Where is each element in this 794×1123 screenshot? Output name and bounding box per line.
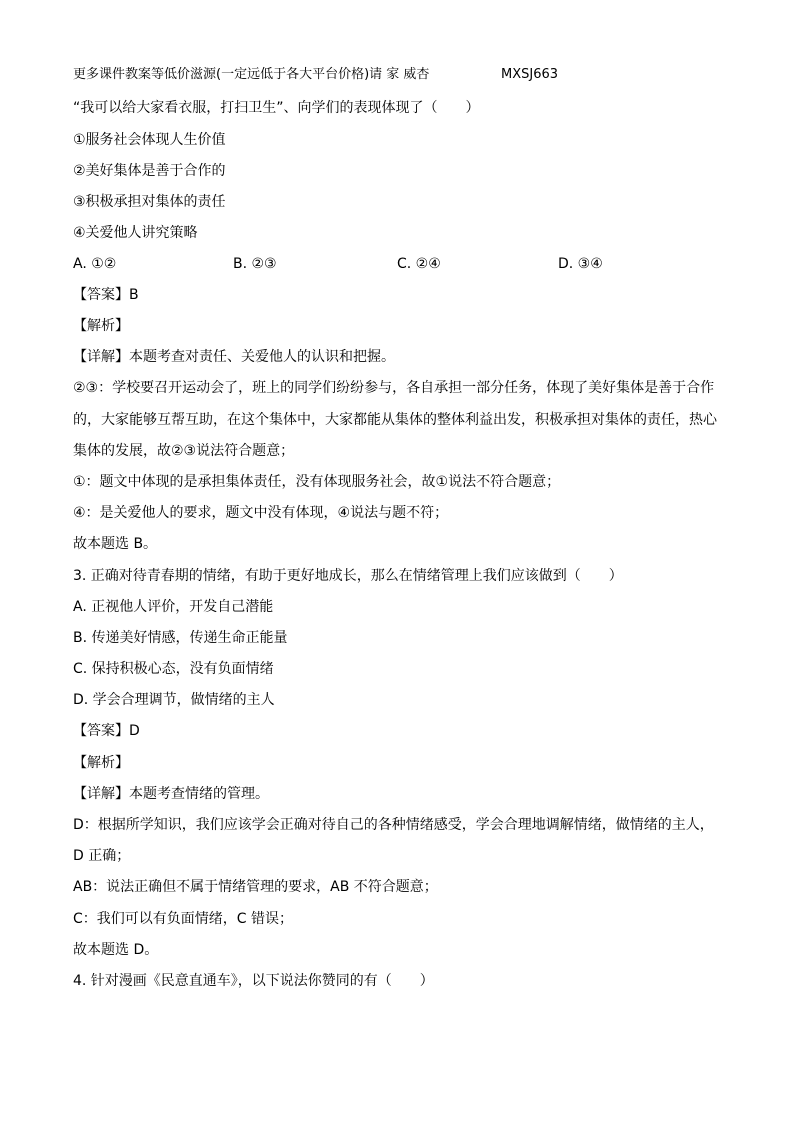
header-code: MXSJ663 xyxy=(501,67,559,82)
question-4-stem: 4. 针对漫画《民意直通车》，以下说法你赞同的有（ ） xyxy=(73,973,434,989)
question-2-detail-line: ①：题文中体现的是承担集体责任，没有体现服务社会，故①说法不符合题意； xyxy=(73,474,561,490)
question-2-conclusion: 故本题选 B。 xyxy=(73,536,158,552)
question-3-detail-line: D：根据所学知识，我们应该学会正确对待自己的各种情绪感受，学会合理地调解情绪，做情绪的主人， xyxy=(73,817,714,833)
question-2-detail-line: 的，大家能够互帮互助，在这个集体中，大家都能从集体的整体利益出发，积极承担对集体的责任，热心 xyxy=(73,412,717,428)
question-2-detail-line: ④：是关爱他人的要求，题文中没有体现，④说法与题不符； xyxy=(73,505,449,521)
question-3-stem: 3. 正确对待青春期的情绪，有助于更好地成长，那么在情绪管理上我们应该做到（ ） xyxy=(73,568,623,584)
option-c: C. ②④ xyxy=(397,256,441,272)
question-2-answer: 【答案】B xyxy=(73,287,139,303)
option-b: B. 传递美好情感，传递生命正能量 xyxy=(73,630,288,646)
question-3-detail-line: AB：说法正确但不属于情绪管理的要求，AB 不符合题意； xyxy=(73,879,438,895)
statement-4: ④关爱他人讲究策略 xyxy=(73,225,198,241)
question-3-detail-line: D 正确； xyxy=(73,848,131,864)
question-3-detail-line: C：我们可以有负面情绪，C 错误； xyxy=(73,911,294,927)
question-3-detail-line: 【详解】本题考查情绪的管理。 xyxy=(73,786,269,802)
option-d: D. ③④ xyxy=(558,256,603,272)
header-text: 更多课件教案等低价滋源(一定远低于各大平台价格)请 家 威杏 xyxy=(73,67,430,82)
question-3-analysis-label: 【解析】 xyxy=(73,755,129,771)
question-2-detail-line: 【详解】本题考查对责任、关爱他人的认识和把握。 xyxy=(73,349,395,365)
page-header xyxy=(73,66,559,84)
question-2-analysis-label: 【解析】 xyxy=(73,318,129,334)
option-b: B. ②③ xyxy=(233,256,277,272)
option-c: C. 保持积极心态，没有负面情绪 xyxy=(73,661,274,677)
question-2-detail-line: ②③：学校要召开运动会了，班上的同学们纷纷参与，各自承担一部分任务，体现了美好集体是善于合作 xyxy=(73,380,715,396)
question-2-detail-line: 集体的发展，故②③说法符合题意； xyxy=(73,443,295,459)
option-a: A. 正视他人评价，开发自己潜能 xyxy=(73,599,274,615)
question-3-answer: 【答案】D xyxy=(73,723,140,739)
statement-3: ③积极承担对集体的责任 xyxy=(73,194,226,210)
option-d: D. 学会合理调节，做情绪的主人 xyxy=(73,692,275,708)
question-3-conclusion: 故本题选 D。 xyxy=(73,942,159,958)
statement-1: ①服务社会体现人生价值 xyxy=(73,132,226,148)
question-2-stem: “我可以给大家看衣服，打扫卫生”、向学们的表现体现了（ ） xyxy=(73,100,480,116)
option-a: A. ①② xyxy=(73,256,117,272)
statement-2: ②美好集体是善于合作的 xyxy=(73,163,226,179)
